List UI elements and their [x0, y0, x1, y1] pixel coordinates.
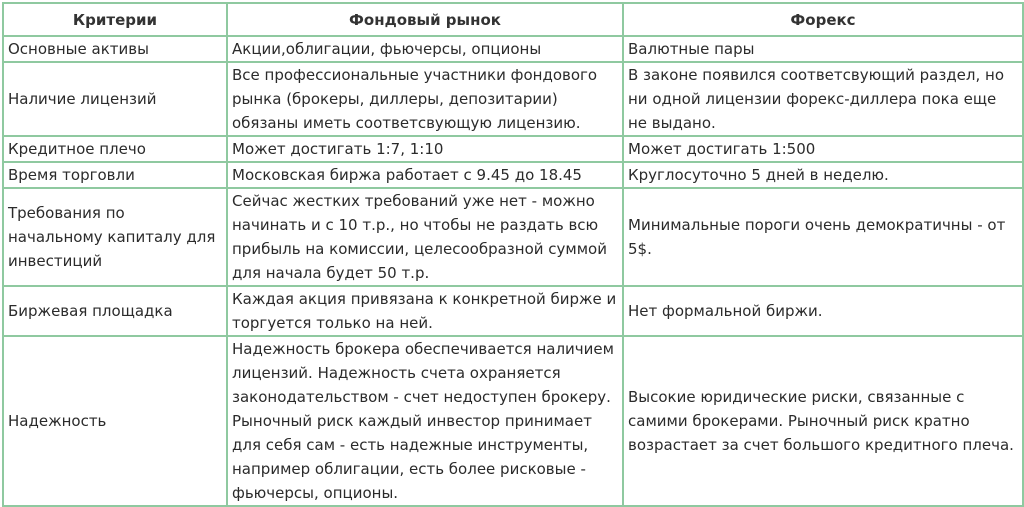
stock-cell: Сейчас жестких требований уже нет - можно начинать и с 10 т.р., но чтобы не раздать всю прибыль на комиссии, целесообразной суммой для начала будет 50 т.р.: [227, 188, 623, 286]
criterion-cell: Наличие лицензий: [3, 62, 227, 136]
forex-cell: Минимальные пороги очень демократичны - от 5$.: [623, 188, 1023, 286]
header-stock-market: Фондовый рынок: [227, 3, 623, 36]
stock-cell: Надежность брокера обеспечивается наличием лицензий. Надежность счета охраняется законодательством - счет недоступен брокеру. Рыночный риск каждый инвестор принимает для себя сам - есть надежные инструменты, например облигации, есть более рисковые - фьючерсы, опционы.: [227, 336, 623, 506]
criterion-cell: Биржевая площадка: [3, 286, 227, 336]
stock-cell: Московская биржа работает с 9.45 до 18.45: [227, 162, 623, 188]
header-forex: Форекс: [623, 3, 1023, 36]
forex-cell: Круглосуточно 5 дней в неделю.: [623, 162, 1023, 188]
header-criteria: Критерии: [3, 3, 227, 36]
forex-cell: В законе появился соответсвующий раздел, но ни одной лицензии форекс-диллера пока еще не выдано.: [623, 62, 1023, 136]
criterion-cell: Основные активы: [3, 36, 227, 62]
criterion-cell: Кредитное плечо: [3, 136, 227, 162]
table-row: [3, 136, 1023, 162]
forex-cell: Валютные пары: [623, 36, 1023, 62]
header-row: [3, 3, 1023, 36]
stock-cell: Может достигать 1:7, 1:10: [227, 136, 623, 162]
table-row: [3, 162, 1023, 188]
criterion-cell: Требования по начальному капиталу для инвестиций: [3, 188, 227, 286]
stock-cell: Каждая акция привязана к конкретной бирже и торгуется только на ней.: [227, 286, 623, 336]
table-row: [3, 336, 1023, 506]
table-row: [3, 286, 1023, 336]
table-row: [3, 62, 1023, 136]
stock-cell: Акции,облигации, фьючерсы, опционы: [227, 36, 623, 62]
forex-cell: Может достигать 1:500: [623, 136, 1023, 162]
forex-cell: Нет формальной биржи.: [623, 286, 1023, 336]
forex-cell: Высокие юридические риски, связанные с самими брокерами. Рыночный риск кратно возрастает за счет большого кредитного плеча.: [623, 336, 1023, 506]
table-row: [3, 36, 1023, 62]
criterion-cell: Надежность: [3, 336, 227, 506]
stock-cell: Все профессиональные участники фондового рынка (брокеры, диллеры, депозитарии) обязаны иметь соответсвующую лицензию.: [227, 62, 623, 136]
table-row: [3, 188, 1023, 286]
comparison-table: [2, 2, 1024, 507]
criterion-cell: Время торговли: [3, 162, 227, 188]
